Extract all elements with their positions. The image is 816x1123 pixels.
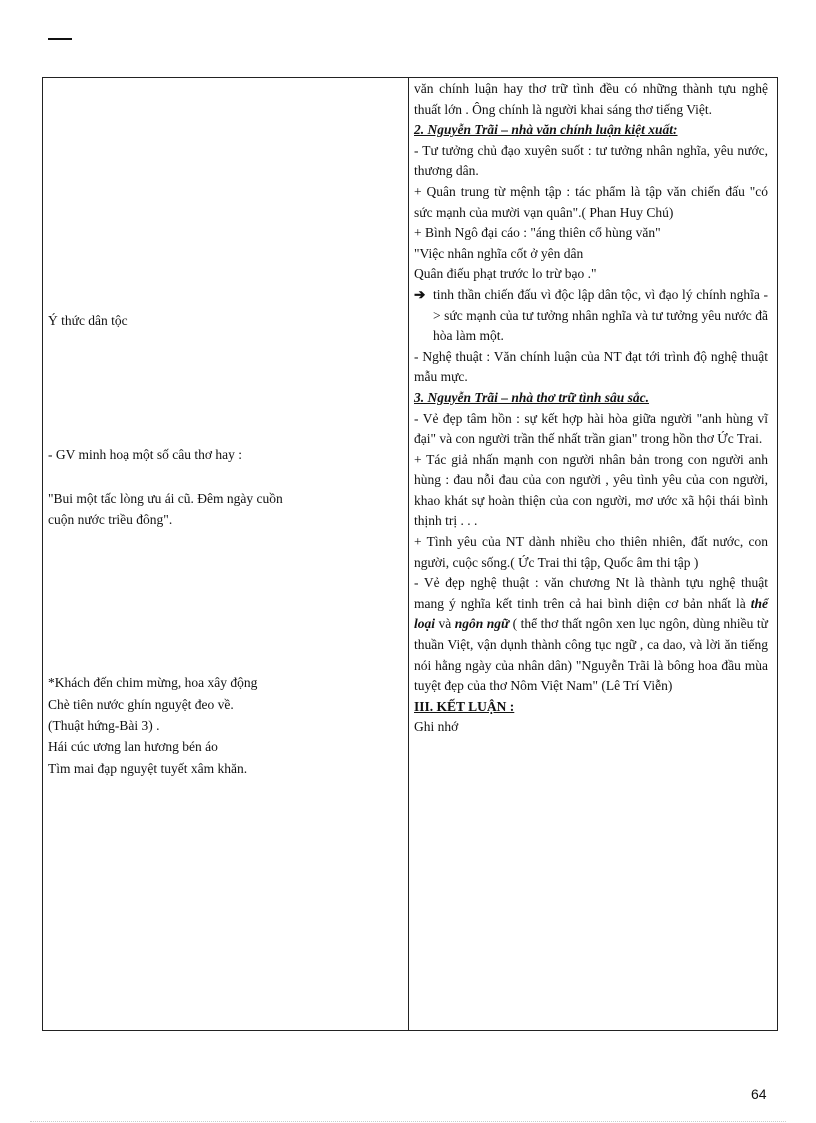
- left-line: "Bui một tấc lòng ưu ái cũ. Đêm ngày cuồn: [48, 491, 283, 506]
- left-line: Chè tiên nước ghín nguyệt đeo về.: [48, 697, 234, 712]
- art-paragraph: [414, 573, 768, 697]
- text-run: - Vẻ đẹp nghệ thuật : văn chương Nt là thành tựu nghệ thuật mang ý nghĩa kết tinh trên cả hai bình diện cơ bản nhất là: [414, 575, 768, 611]
- text-run: và: [435, 616, 455, 632]
- paragraph: - Nghệ thuật : Văn chính luận của NT đạt tới trình độ nghệ thuật mẫu mực.: [414, 348, 768, 385]
- arrow-text: tinh thần chiến đấu vì độc lập dân tộc, vì đạo lý chính nghĩa -> sức mạnh của tư tưởng nhân nghĩa và tư tưởng yêu nước đã hòa làm một.: [433, 286, 768, 344]
- paragraph: + Tình yêu của NT dành nhiều cho thiên nhiên, đất nước, con người, cuộc sống.( Ức Trai thi tập, Quốc âm thi tập ): [414, 534, 768, 570]
- emphasis-genre: thể loại: [414, 595, 768, 632]
- footer-rule: [30, 1121, 786, 1122]
- quote-line: Quân điếu phạt trước lo trừ bạo .": [414, 266, 597, 282]
- left-line: Hái cúc ương lan hương bén áo: [48, 739, 218, 754]
- emphasis-language: ngôn ngữ: [454, 616, 510, 632]
- paragraph: + Bình Ngô đại cáo : "áng thiên cổ hùng văn": [414, 225, 661, 241]
- quote-line: "Việc nhân nghĩa cốt ở yên dân: [414, 245, 584, 261]
- arrow-conclusion: [414, 285, 768, 347]
- arrow-right-icon: ➔: [414, 286, 426, 302]
- column-divider: [408, 78, 409, 1030]
- lesson-table: [42, 77, 778, 1031]
- page-number: 64: [751, 1086, 767, 1102]
- left-line: (Thuật hứng-Bài 3) .: [48, 718, 160, 733]
- right-column: [414, 79, 768, 738]
- paragraph: + Tác giả nhấn mạnh con người nhân bản trong con người anh hùng : đau nỗi đau của con người , yêu tình yêu của con người, khao khát sự hoàn thiện của con người, mơ ước xã hội thái bình thịnh trị . . .: [414, 451, 768, 529]
- paragraph: - Vẻ đẹp tâm hồn : sự kết hợp hài hòa giữa người "anh hùng vĩ đại" và con người trần thế nhất trần gian" trong hồn thơ Ức Trai.: [414, 410, 768, 447]
- conclusion-heading: III. KẾT LUẬN :: [414, 698, 515, 714]
- text-run: ( thể thơ thất ngôn xen lục ngôn, dùng nhiều từ thuần Việt, vận dụnh thành công tục ngữ , ca dao, và lời ăn tiếng nói hằng ngày của nhân dân) "Nguyễn Trãi là bông hoa đầu mùa tuyệt đẹp của thơ Nôm Việt Nam" (Lê Trí Viễn): [414, 616, 768, 694]
- paragraph: Ghi nhớ: [414, 719, 459, 735]
- intro-paragraph: văn chính luận hay thơ trữ tình đều có những thành tựu nghệ thuất lớn . Ông chính là người khai sáng thơ tiếng Việt.: [414, 81, 768, 117]
- left-line: Tìm mai đạp nguyệt tuyết xâm khăn.: [48, 761, 248, 776]
- paragraph: - Tư tưởng chủ đạo xuyên suốt : tư tưởng nhân nghĩa, yêu nước, thương dân.: [414, 142, 768, 179]
- header-dash: [48, 38, 72, 40]
- section-heading-3: 3. Nguyễn Trãi – nhà thơ trữ tình sâu sắc.: [414, 389, 650, 405]
- section-heading-2: 2. Nguyễn Trãi – nhà văn chính luận kiệt xuất:: [414, 122, 678, 138]
- left-line: Ý thức dân tộc: [48, 313, 128, 328]
- left-line: *Khách đến chim mừng, hoa xây động: [48, 675, 258, 690]
- left-line: cuộn nước triều đông".: [48, 512, 173, 527]
- left-line: - GV minh hoạ một số câu thơ hay :: [48, 447, 242, 462]
- paragraph: + Quân trung từ mệnh tập : tác phẩm là tập văn chiến đấu "có sức mạnh của mười vạn quân".( Phan Huy Chú): [414, 183, 768, 220]
